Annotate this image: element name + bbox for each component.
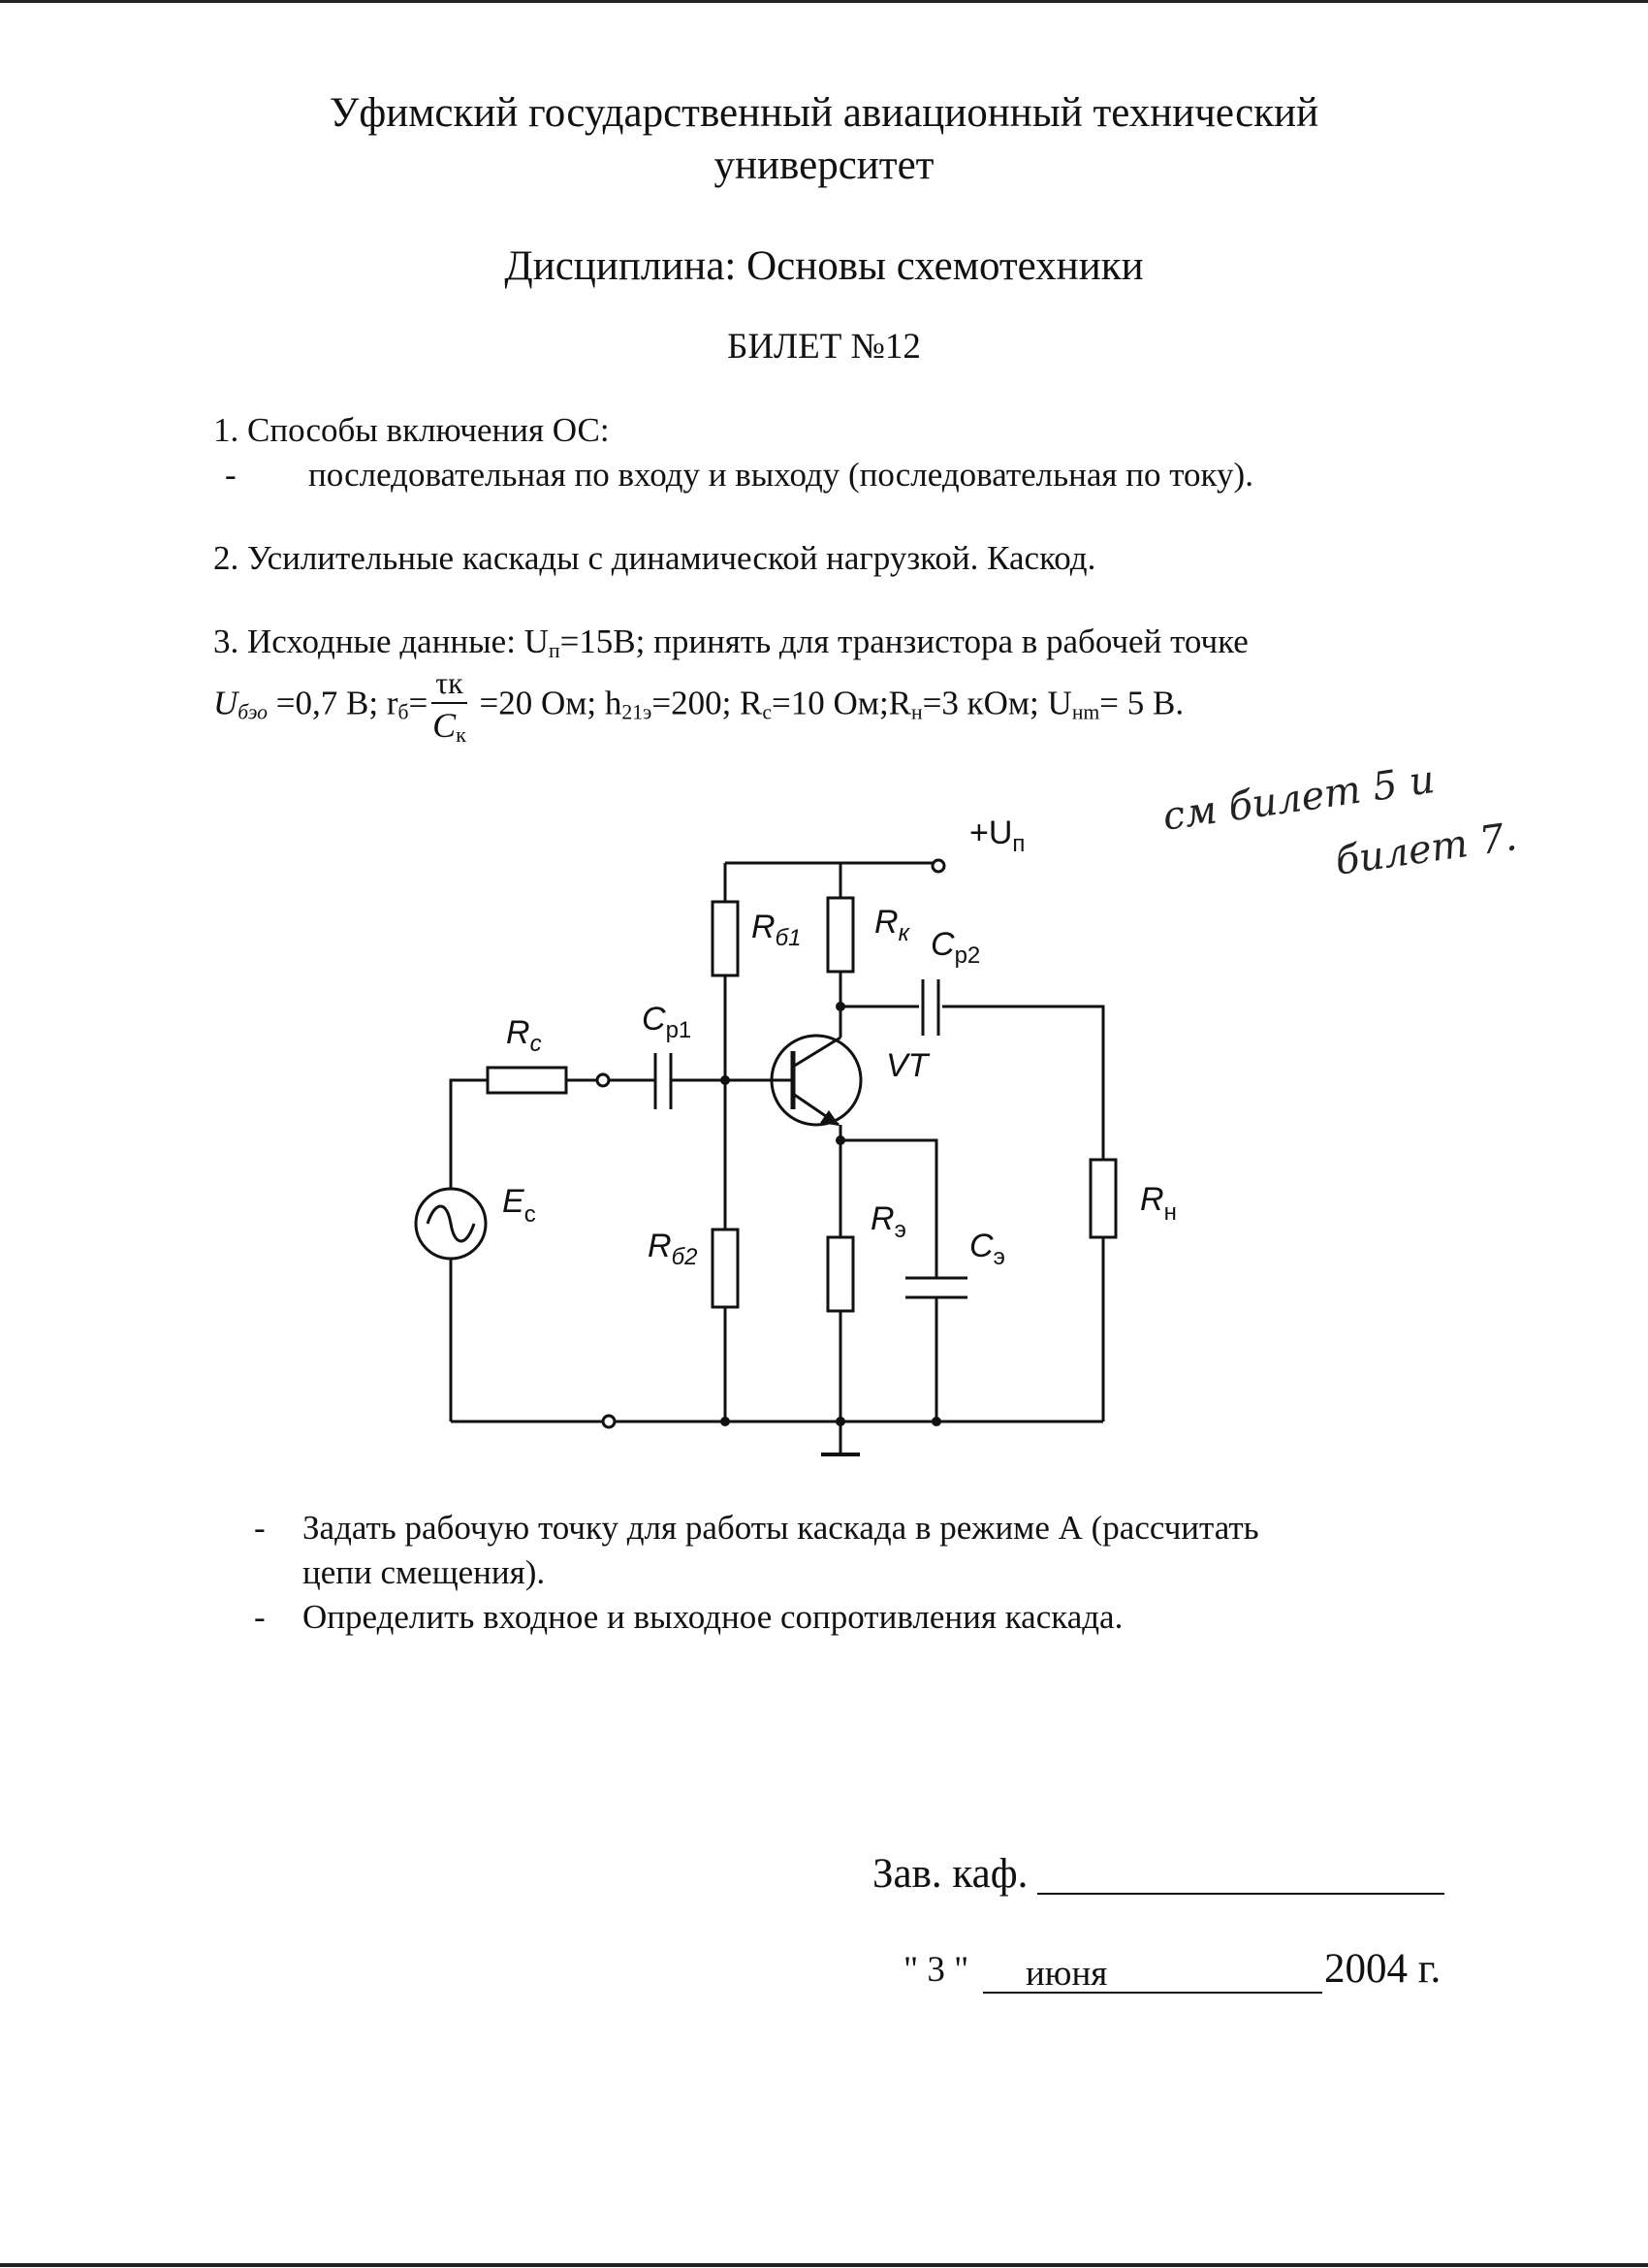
signature-line — [1037, 1893, 1444, 1895]
question-2: 2. Усилительные каскады с динамической нагрузкой. Каскод. — [213, 539, 1096, 577]
discipline-title: Дисциплина: Основы схемотехники — [504, 243, 1144, 289]
rc-resistor — [488, 1068, 566, 1093]
q3-ube-sub: бэо — [238, 700, 269, 724]
label-rk: $R_к$ — [874, 904, 909, 946]
handwritten-note-line-2: билет 7. — [1332, 815, 1520, 884]
q3-ube-value: =0,7 В; r — [268, 684, 398, 722]
ce-capacitor — [905, 1278, 967, 1297]
date-year: 2004 г. — [1324, 1946, 1442, 1992]
q3-rest-5: = 5 В. — [1099, 684, 1185, 722]
label-re: $R_э$ — [871, 1200, 906, 1243]
q3-den-sub: к — [456, 721, 466, 747]
task-1-line-1: Задать рабочую точку для работы каскада в режиме А (рассчитать — [302, 1509, 1259, 1547]
source-top-wire — [451, 1080, 488, 1189]
label-rn: $R_н$ — [1140, 1181, 1177, 1226]
q3-unm-sub: нm — [1071, 700, 1100, 724]
university-line-1: Уфимский государственный авиационный технический — [329, 90, 1319, 136]
q3-rc-sub: с — [762, 700, 773, 724]
task-1-line-2: цепи смещения). — [302, 1553, 546, 1591]
q3-rest-3: =10 Ом;R — [772, 684, 912, 722]
supply-terminal — [933, 860, 944, 872]
common-terminal — [603, 1416, 615, 1427]
rk-resistor — [828, 898, 853, 972]
node-rb2-ground — [720, 1417, 730, 1426]
ac-source-sine-icon — [428, 1206, 474, 1241]
question-1-bullet: - — [225, 456, 237, 494]
rb1-resistor — [713, 902, 738, 975]
label-cp1: $C_{р1}$ — [642, 1001, 692, 1043]
q3-intro: 3. Исходные данные: U — [213, 623, 549, 660]
label-rb2: $R_{б2}$ — [648, 1228, 698, 1270]
handwritten-note-line-1: см билет 5 и — [1159, 756, 1438, 840]
q3-rn-sub: н — [911, 700, 923, 724]
q3-h-sub: 21э — [621, 700, 652, 724]
university-line-2: университет — [713, 143, 935, 188]
q3-den-symbol: С — [432, 706, 457, 745]
task-1-bullet: - — [254, 1509, 266, 1547]
date-day: " 3 " — [903, 1950, 969, 1990]
label-ce: $C_э$ — [969, 1228, 1005, 1270]
task-2-bullet: - — [254, 1598, 266, 1636]
label-ec: $E_с$ — [502, 1183, 536, 1228]
output-wire — [942, 1006, 1103, 1160]
q3-rest-4: =3 кОм; U — [922, 684, 1072, 722]
q3-fraction-numerator: τк — [431, 667, 466, 704]
rn-resistor — [1091, 1160, 1116, 1237]
task-2: Определить входное и выходное сопротивления каскада. — [302, 1598, 1124, 1636]
node-re-ground — [836, 1417, 845, 1426]
ticket-number: БИЛЕТ №12 — [727, 327, 921, 367]
q3-rb-sub: б — [397, 700, 409, 724]
re-resistor — [828, 1237, 853, 1311]
q3-equals: = — [408, 684, 428, 722]
scan-edge-bottom — [0, 2263, 1648, 2267]
node-ce-ground — [932, 1417, 941, 1426]
head-of-department-label: Зав. каф. — [872, 1851, 1029, 1897]
input-terminal — [597, 1074, 609, 1086]
rb2-resistor — [713, 1230, 738, 1307]
date-month: июня — [1026, 1954, 1108, 1994]
label-supply: $+U_п$ — [969, 815, 1026, 857]
label-rc: $R_с$ — [506, 1014, 542, 1057]
label-cp2: $C_{р2}$ — [931, 926, 981, 969]
label-vt: VT — [886, 1047, 929, 1084]
transistor-collector-lead — [793, 1038, 840, 1067]
q3-rest-1: =20 Ом; h — [470, 684, 622, 722]
q3-ube-symbol: U — [213, 684, 238, 722]
label-rb1: $R_{б1}$ — [751, 909, 802, 951]
cp2-capacitor — [923, 979, 938, 1036]
q3-supply-sub: п — [548, 638, 560, 662]
question-1-item: последовательная по входу и выходу (последовательная по току). — [308, 456, 1253, 494]
question-1-title: 1. Способы включения ОС: — [213, 411, 610, 449]
q3-intro-rest: =15В; принять для транзистора в рабочей точке — [559, 623, 1249, 660]
cp1-capacitor — [655, 1053, 671, 1109]
q3-rest-2: =200; R — [651, 684, 763, 722]
